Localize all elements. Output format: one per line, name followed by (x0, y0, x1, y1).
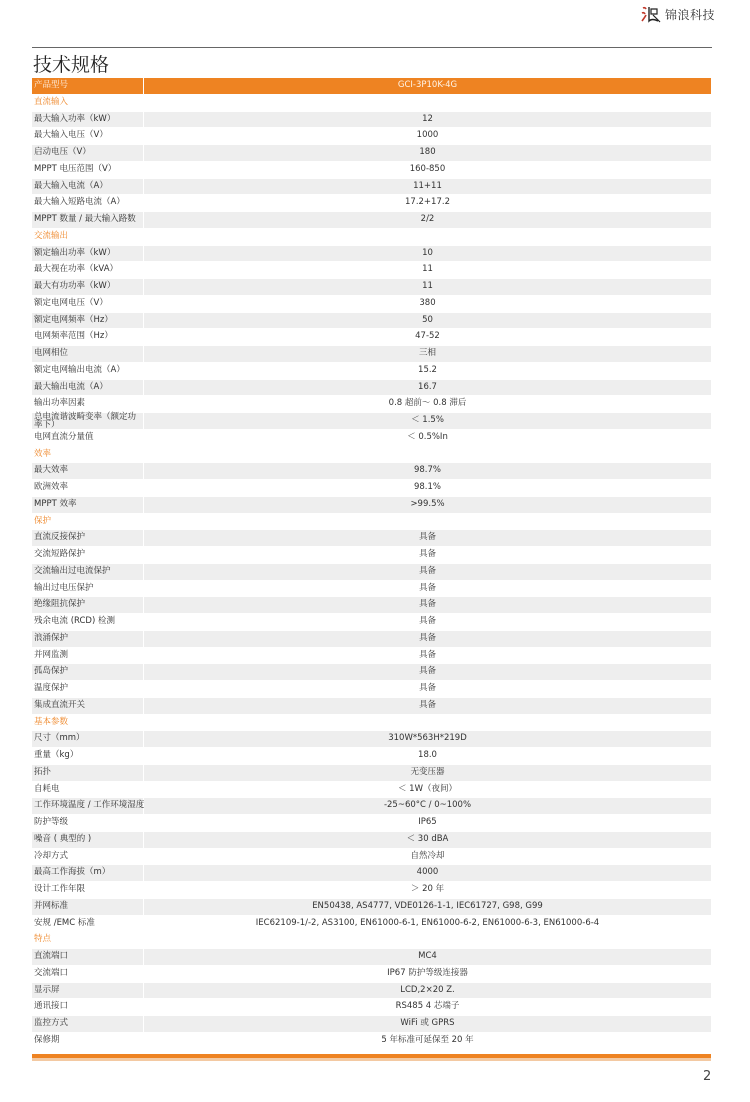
header-value: GCI-3P10K-4G (144, 78, 711, 94)
spec-value: -25~60°C / 0~100% (144, 798, 711, 814)
spec-label: 最大视在功率（kVA） (32, 262, 144, 278)
section-title: 基本参数 (32, 715, 711, 731)
table-row (32, 916, 711, 933)
table-row (32, 212, 711, 229)
table-row (32, 128, 711, 145)
table-row (32, 999, 711, 1016)
spec-label: 输出过电压保护 (32, 581, 144, 597)
spec-label: 温度保护 (32, 681, 144, 697)
spec-value: 180 (144, 145, 711, 161)
spec-value: 具备 (144, 631, 711, 647)
table-row (32, 748, 711, 765)
table-row (32, 832, 711, 849)
spec-value: 具备 (144, 564, 711, 580)
spec-label: 最高工作海拔（m） (32, 865, 144, 881)
table-row (32, 815, 711, 832)
table-row (32, 664, 711, 681)
spec-label: 并网监测 (32, 648, 144, 664)
spec-value: 11 (144, 279, 711, 295)
spec-value: 11 (144, 262, 711, 278)
table-row (32, 966, 711, 983)
spec-value: 2/2 (144, 212, 711, 228)
section-title: 特点 (32, 932, 711, 948)
table-row (32, 430, 711, 447)
spec-value: 5 年标准可延保至 20 年 (144, 1033, 711, 1049)
spec-label: 最大效率 (32, 463, 144, 479)
section-heading (32, 715, 711, 732)
spec-label: 浪涌保护 (32, 631, 144, 647)
spec-value: 具备 (144, 581, 711, 597)
spec-value: 具备 (144, 530, 711, 546)
table-row (32, 581, 711, 598)
section-heading (32, 932, 711, 949)
spec-value: 11+11 (144, 179, 711, 195)
table-row (32, 179, 711, 196)
table-row (32, 497, 711, 514)
spec-value: ＜ 30 dBA (144, 832, 711, 848)
table-row (32, 313, 711, 330)
table-row (32, 564, 711, 581)
spec-label: 监控方式 (32, 1016, 144, 1032)
table-row (32, 296, 711, 313)
table-row (32, 631, 711, 648)
spec-value: ＜ 1.5% (144, 413, 711, 429)
spec-value: 三相 (144, 346, 711, 362)
spec-value: 无变压器 (144, 765, 711, 781)
spec-value: 1000 (144, 128, 711, 144)
spec-label: MPPT 效率 (32, 497, 144, 513)
spec-label: 启动电压（V） (32, 145, 144, 161)
spec-value: 0.8 超前～ 0.8 滞后 (144, 396, 711, 412)
spec-value: 50 (144, 313, 711, 329)
spec-label: 额定电网输出电流（A） (32, 363, 144, 379)
spec-label: 安规 /EMC 标准 (32, 916, 144, 932)
spec-value: 具备 (144, 648, 711, 664)
header-divider (32, 47, 712, 48)
spec-value: 380 (144, 296, 711, 312)
spec-label: 尺寸（mm） (32, 731, 144, 747)
section-heading (32, 514, 711, 531)
spec-value: 具备 (144, 547, 711, 563)
header-label: 产品型号 (32, 78, 144, 94)
spec-value: >99.5% (144, 497, 711, 513)
table-row (32, 765, 711, 782)
table-row (32, 530, 711, 547)
table-row (32, 899, 711, 916)
spec-value: 15.2 (144, 363, 711, 379)
spec-value: 具备 (144, 614, 711, 630)
spec-label: 电网相位 (32, 346, 144, 362)
table-row (32, 246, 711, 263)
spec-value: 具备 (144, 681, 711, 697)
spec-label: MPPT 数量 / 最大输入路数 (32, 212, 144, 228)
table-row (32, 162, 711, 179)
section-heading (32, 95, 711, 112)
spec-label: 电网频率范围（Hz） (32, 329, 144, 345)
spec-label: 工作环境温度 / 工作环境湿度 (32, 798, 144, 814)
table-row (32, 329, 711, 346)
table-row (32, 865, 711, 882)
table-row (32, 380, 711, 397)
spec-value: LCD,2×20 Z. (144, 983, 711, 999)
table-row (32, 798, 711, 815)
section-title: 交流输出 (32, 229, 711, 245)
spec-value: 具备 (144, 664, 711, 680)
spec-value: 18.0 (144, 748, 711, 764)
table-row (32, 698, 711, 715)
spec-label: 拓扑 (32, 765, 144, 781)
spec-value: 98.7% (144, 463, 711, 479)
table-row (32, 195, 711, 212)
spec-value: 具备 (144, 597, 711, 613)
section-title: 效率 (32, 447, 711, 463)
spec-value: IP67 防护等级连接器 (144, 966, 711, 982)
spec-label: 输出功率因素 (32, 396, 144, 412)
section-title: 直流输入 (32, 95, 711, 111)
spec-label: 最大输入电流（A） (32, 179, 144, 195)
spec-value: 16.7 (144, 380, 711, 396)
spec-value: 160-850 (144, 162, 711, 178)
spec-label: 额定电网电压（V） (32, 296, 144, 312)
table-row (32, 363, 711, 380)
section-title: 保护 (32, 514, 711, 530)
page-title: 技术规格 (33, 54, 110, 76)
table-row (32, 346, 711, 363)
spec-value: WiFi 或 GPRS (144, 1016, 711, 1032)
spec-label: 噪音 ( 典型的 ) (32, 832, 144, 848)
spec-label: 交流输出过电流保护 (32, 564, 144, 580)
spec-label: 保修期 (32, 1033, 144, 1049)
spec-label: 残余电流 (RCD) 检测 (32, 614, 144, 630)
spec-label: 防护等级 (32, 815, 144, 831)
spec-label: 自耗电 (32, 782, 144, 798)
table-row (32, 983, 711, 1000)
spec-label: 总电流谐波畸变率（额定功率下） (32, 413, 144, 429)
page-number: 2 (703, 1069, 712, 1084)
table-row (32, 648, 711, 665)
spec-label: 额定电网频率（Hz） (32, 313, 144, 329)
table-row (32, 396, 711, 413)
spec-label: 电网直流分量值 (32, 430, 144, 446)
table-row (32, 731, 711, 748)
table-row (32, 849, 711, 866)
spec-value: 10 (144, 246, 711, 262)
table-row (32, 882, 711, 899)
spec-value: 310W*563H*219D (144, 731, 711, 747)
brand-logo (640, 4, 720, 24)
spec-value: RS485 4 芯端子 (144, 999, 711, 1015)
spec-value: 具备 (144, 698, 711, 714)
spec-value: IP65 (144, 815, 711, 831)
spec-label: 重量（kg） (32, 748, 144, 764)
spec-label: 通讯接口 (32, 999, 144, 1015)
spec-label: 额定输出功率（kW） (32, 246, 144, 262)
spec-value: 4000 (144, 865, 711, 881)
spec-value: ＞ 20 年 (144, 882, 711, 898)
table-row (32, 480, 711, 497)
spec-label: 直流反接保护 (32, 530, 144, 546)
spec-label: 设计工作年限 (32, 882, 144, 898)
table-row (32, 145, 711, 162)
section-heading (32, 447, 711, 464)
table-row (32, 681, 711, 698)
spec-label: MPPT 电压范围（V） (32, 162, 144, 178)
table-row (32, 597, 711, 614)
section-heading (32, 229, 711, 246)
table-row (32, 614, 711, 631)
spec-value: MC4 (144, 949, 711, 965)
spec-value: EN50438, AS4777, VDE0126-1-1, IEC61727, G98, G99 (144, 899, 711, 915)
table-row (32, 413, 711, 430)
spec-value: ＜ 1W（夜间） (144, 782, 711, 798)
spec-label: 冷却方式 (32, 849, 144, 865)
spec-label: 显示屏 (32, 983, 144, 999)
brand-name: 锦浪科技 (665, 7, 716, 22)
table-header-row (32, 78, 711, 95)
table-row (32, 1033, 711, 1050)
spec-value: 17.2+17.2 (144, 195, 711, 211)
table-row (32, 547, 711, 564)
spec-label: 最大输入短路电流（A） (32, 195, 144, 211)
spec-label: 最大输入电压（V） (32, 128, 144, 144)
spec-label: 最大有功功率（kW） (32, 279, 144, 295)
table-row (32, 782, 711, 799)
table-row (32, 262, 711, 279)
spec-label: 并网标准 (32, 899, 144, 915)
footer-accent-shadow (32, 1058, 711, 1061)
table-row (32, 463, 711, 480)
spec-label: 最大输入功率（kW） (32, 112, 144, 128)
spec-label: 交流短路保护 (32, 547, 144, 563)
spec-value: 47-52 (144, 329, 711, 345)
spec-value: 自然冷却 (144, 849, 711, 865)
spec-label: 欧洲效率 (32, 480, 144, 496)
spec-label: 孤岛保护 (32, 664, 144, 680)
table-row (32, 112, 711, 129)
spec-value: 98.1% (144, 480, 711, 496)
spec-value: IEC62109-1/-2, AS3100, EN61000-6-1, EN61000-6-2, EN61000-6-3, EN61000-6-4 (144, 916, 711, 932)
spec-table (32, 78, 711, 1050)
table-row (32, 1016, 711, 1033)
spec-label: 绝缘阻抗保护 (32, 597, 144, 613)
jinlang-logo-icon (640, 4, 662, 24)
spec-label: 最大输出电流（A） (32, 380, 144, 396)
spec-label: 直流端口 (32, 949, 144, 965)
spec-value: ＜ 0.5%In (144, 430, 711, 446)
spec-value: 12 (144, 112, 711, 128)
table-row (32, 949, 711, 966)
table-row (32, 279, 711, 296)
spec-label: 交流端口 (32, 966, 144, 982)
spec-label: 集成直流开关 (32, 698, 144, 714)
